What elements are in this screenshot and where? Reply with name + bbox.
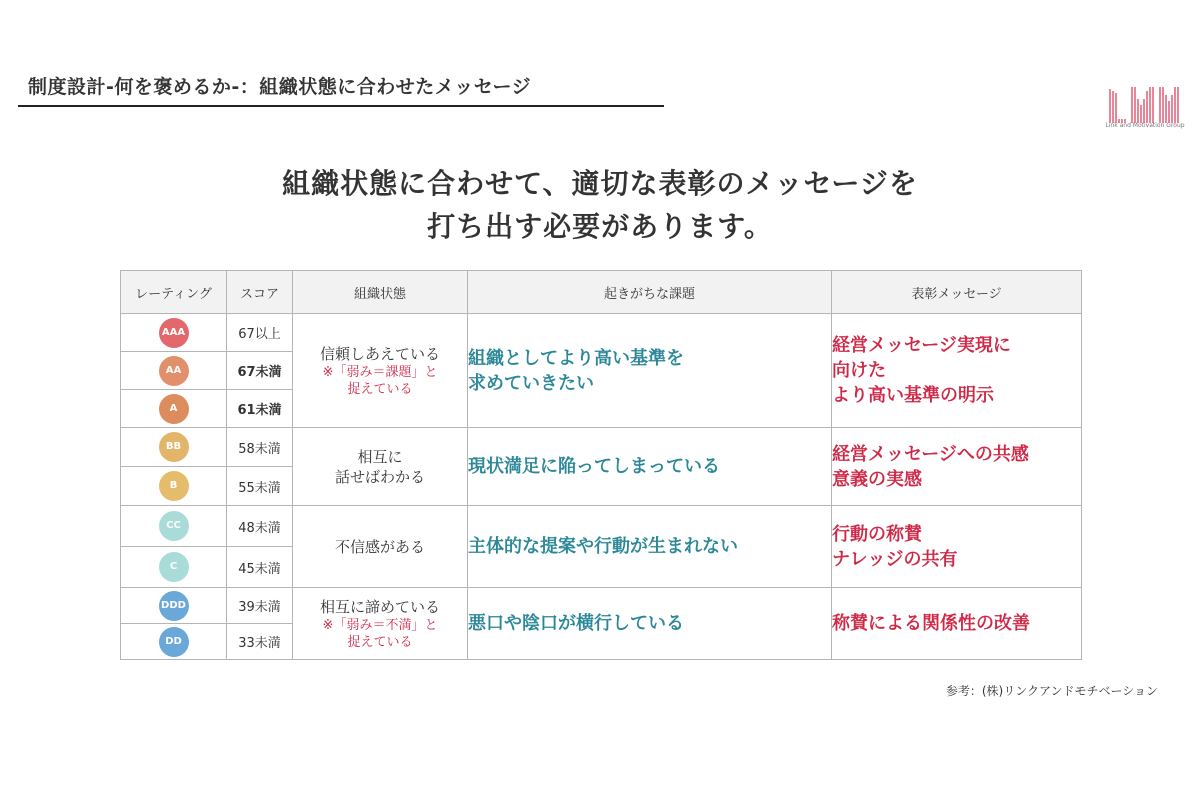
rating-badge: C (159, 552, 189, 582)
org-state-text: 不信感がある (334, 537, 425, 556)
award-message-text: 称賛による関係性の改善 (832, 613, 1030, 634)
headline-line-2: 打ち出す必要があります。 (427, 210, 773, 243)
org-state-cell (293, 506, 468, 588)
logo-caption: Link and Motivation Group (1105, 122, 1185, 129)
org-state-note: 捉えている (347, 634, 413, 650)
score-cell: 67未満 (227, 352, 293, 390)
rating-cell (121, 467, 227, 506)
org-state-text: 信頼しあえている (319, 344, 440, 363)
org-state-text: 相互に諦めている (319, 597, 440, 616)
score-cell: 39未満 (227, 588, 293, 624)
header-score: スコア (227, 271, 293, 314)
rating-badge: A (159, 394, 189, 424)
award-message-cell (832, 588, 1082, 660)
rating-badge: DD (159, 627, 189, 657)
rating-cell (121, 624, 227, 660)
issue-text: 主体的な提案や行動が生まれない (468, 536, 738, 557)
rating-badge: DDD (159, 591, 189, 621)
issue-cell (468, 314, 832, 428)
rating-cell (121, 547, 227, 588)
header-award-message: 表彰メッセージ (832, 271, 1082, 314)
rating-cell (121, 390, 227, 428)
rating-table (120, 270, 1082, 660)
rating-badge: BB (159, 432, 189, 462)
header-org-state: 組織状態 (293, 271, 468, 314)
issue-cell (468, 506, 832, 588)
org-state-note: ※「弱み＝課題」と (322, 364, 438, 380)
award-message-text: 経営メッセージ実現に (832, 335, 1011, 356)
table-row (121, 506, 1082, 547)
issue-text: 組織としてより高い基準を (468, 347, 684, 369)
table-row (121, 428, 1082, 467)
org-state-text: 話せばわかる (334, 467, 425, 486)
rating-cell (121, 352, 227, 390)
rating-cell (121, 588, 227, 624)
award-message-text: ナレッジの共有 (832, 548, 958, 570)
award-message-text: 向けた (832, 360, 886, 381)
award-message-cell (832, 506, 1082, 588)
page-title: 制度設計-何を褒めるか-：組織状態に合わせたメッセージ (28, 76, 532, 98)
score-cell: 48未満 (227, 506, 293, 547)
issue-text: 求めていきたい (468, 372, 594, 394)
score-cell: 67以上 (227, 314, 293, 352)
score-cell: 33未満 (227, 624, 293, 660)
table-row (121, 588, 1082, 624)
rating-badge: AAA (159, 318, 189, 348)
award-message-text: 行動の称賛 (832, 523, 922, 545)
org-state-cell (293, 588, 468, 660)
header-issue: 起きがちな課題 (468, 271, 832, 314)
org-state-cell (293, 428, 468, 506)
rating-badge: B (159, 471, 189, 501)
issue-cell (468, 588, 832, 660)
issue-text: 悪口や陰口が横行している (468, 613, 684, 634)
award-message-text: 意義の実感 (832, 468, 922, 490)
award-message-cell (832, 314, 1082, 428)
award-message-text: 経営メッセージへの共感 (832, 443, 1029, 465)
issue-text: 現状満足に陥ってしまっている (468, 456, 720, 477)
score-cell: 58未満 (227, 428, 293, 467)
table-row (121, 314, 1082, 352)
org-state-note: 捉えている (347, 381, 413, 397)
rating-badge: AA (159, 356, 189, 386)
table-header-row (121, 271, 1082, 314)
issue-cell (468, 428, 832, 506)
score-cell: 55未満 (227, 467, 293, 506)
award-message-cell (832, 428, 1082, 506)
source-footnote: 参考：(株)リンクアンドモチベーション (945, 684, 1158, 698)
score-cell: 61未満 (227, 390, 293, 428)
headline-line-1: 組織状態に合わせて、適切な表彰のメッセージを (282, 167, 918, 200)
org-state-note: ※「弱み＝不満」と (322, 617, 438, 633)
title-underline (18, 105, 664, 107)
score-cell: 45未満 (227, 547, 293, 588)
award-message-text: より高い基準の明示 (832, 385, 994, 406)
rating-badge: CC (159, 511, 189, 541)
header-rating: レーティング (121, 271, 227, 314)
org-state-text: 相互に (357, 447, 403, 466)
rating-cell (121, 428, 227, 467)
rating-cell (121, 506, 227, 547)
org-state-cell (293, 314, 468, 428)
rating-cell (121, 314, 227, 352)
